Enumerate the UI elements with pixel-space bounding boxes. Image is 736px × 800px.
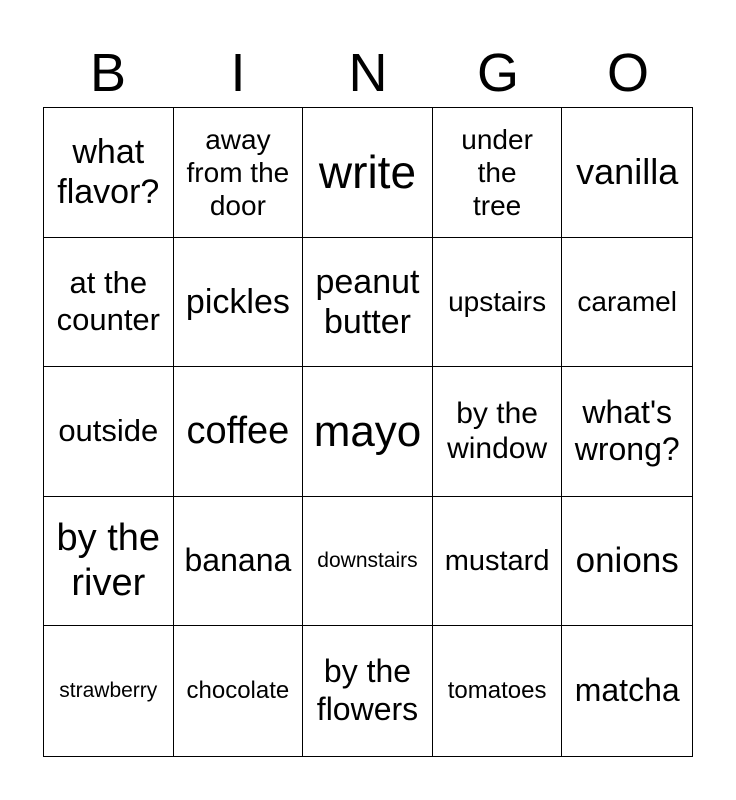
bingo-cell-text: caramel [577, 286, 677, 318]
bingo-cell[interactable] [174, 238, 304, 368]
bingo-cell-text: mustard [444, 544, 550, 577]
bingo-header [43, 42, 693, 104]
bingo-cell[interactable] [44, 108, 174, 238]
bingo-cell-text: vanilla [576, 151, 679, 193]
bingo-cell-text: write [318, 146, 417, 199]
bingo-cell[interactable] [174, 108, 304, 238]
bingo-cell[interactable] [303, 626, 433, 756]
header-letter-n: N [348, 43, 388, 103]
bingo-cell-text: mayo [313, 406, 422, 456]
bingo-cell-text: peanut butter [315, 262, 420, 341]
bingo-cell-text: by the flowers [316, 653, 419, 728]
header-letter-g: G [476, 43, 519, 103]
bingo-cell[interactable] [303, 108, 433, 238]
bingo-cell-text: away from the door [186, 123, 290, 221]
bingo-cell-text: what flavor? [57, 133, 160, 212]
bingo-cell[interactable] [174, 626, 304, 756]
bingo-cell-text: banana [184, 542, 292, 579]
bingo-cell[interactable] [303, 367, 433, 497]
bingo-cell[interactable] [433, 238, 563, 368]
bingo-cell-text: what's wrong? [574, 393, 680, 468]
bingo-cell[interactable] [303, 238, 433, 368]
bingo-cell-text: upstairs [448, 286, 547, 318]
bingo-cell[interactable] [433, 367, 563, 497]
bingo-cell-text: chocolate [186, 677, 290, 705]
bingo-cell[interactable] [562, 238, 692, 368]
bingo-cell[interactable] [433, 497, 563, 627]
bingo-cell-text: coffee [186, 410, 290, 453]
bingo-cell-text: under the tree [461, 123, 533, 221]
bingo-cell[interactable] [44, 626, 174, 756]
bingo-cell[interactable] [174, 497, 304, 627]
bingo-cell-text: by the river [56, 517, 161, 605]
bingo-cell[interactable] [562, 108, 692, 238]
bingo-cell[interactable] [44, 238, 174, 368]
bingo-cell[interactable] [562, 626, 692, 756]
bingo-cell[interactable] [303, 497, 433, 627]
bingo-cell[interactable] [174, 367, 304, 497]
bingo-cell[interactable] [433, 626, 563, 756]
bingo-cell[interactable] [562, 497, 692, 627]
bingo-cell-text: onions [575, 541, 679, 581]
header-letter-i: I [230, 43, 246, 103]
bingo-cell[interactable] [562, 367, 692, 497]
bingo-cell[interactable] [44, 497, 174, 627]
bingo-cell-text: pickles [185, 282, 290, 321]
bingo-cell-text: matcha [574, 672, 680, 709]
bingo-cell-text: strawberry [59, 678, 158, 702]
bingo-cell[interactable] [44, 367, 174, 497]
bingo-cell-text: by the window [447, 397, 548, 466]
bingo-cell-text: at the counter [56, 265, 160, 337]
bingo-cell-text: downstairs [317, 548, 418, 572]
bingo-grid [43, 107, 693, 757]
bingo-cell-text: tomatoes [447, 677, 547, 705]
bingo-cell-text: outside [58, 413, 159, 449]
header-letter-b: B [89, 43, 127, 103]
bingo-cell[interactable] [433, 108, 563, 238]
header-letter-o: O [606, 43, 649, 103]
